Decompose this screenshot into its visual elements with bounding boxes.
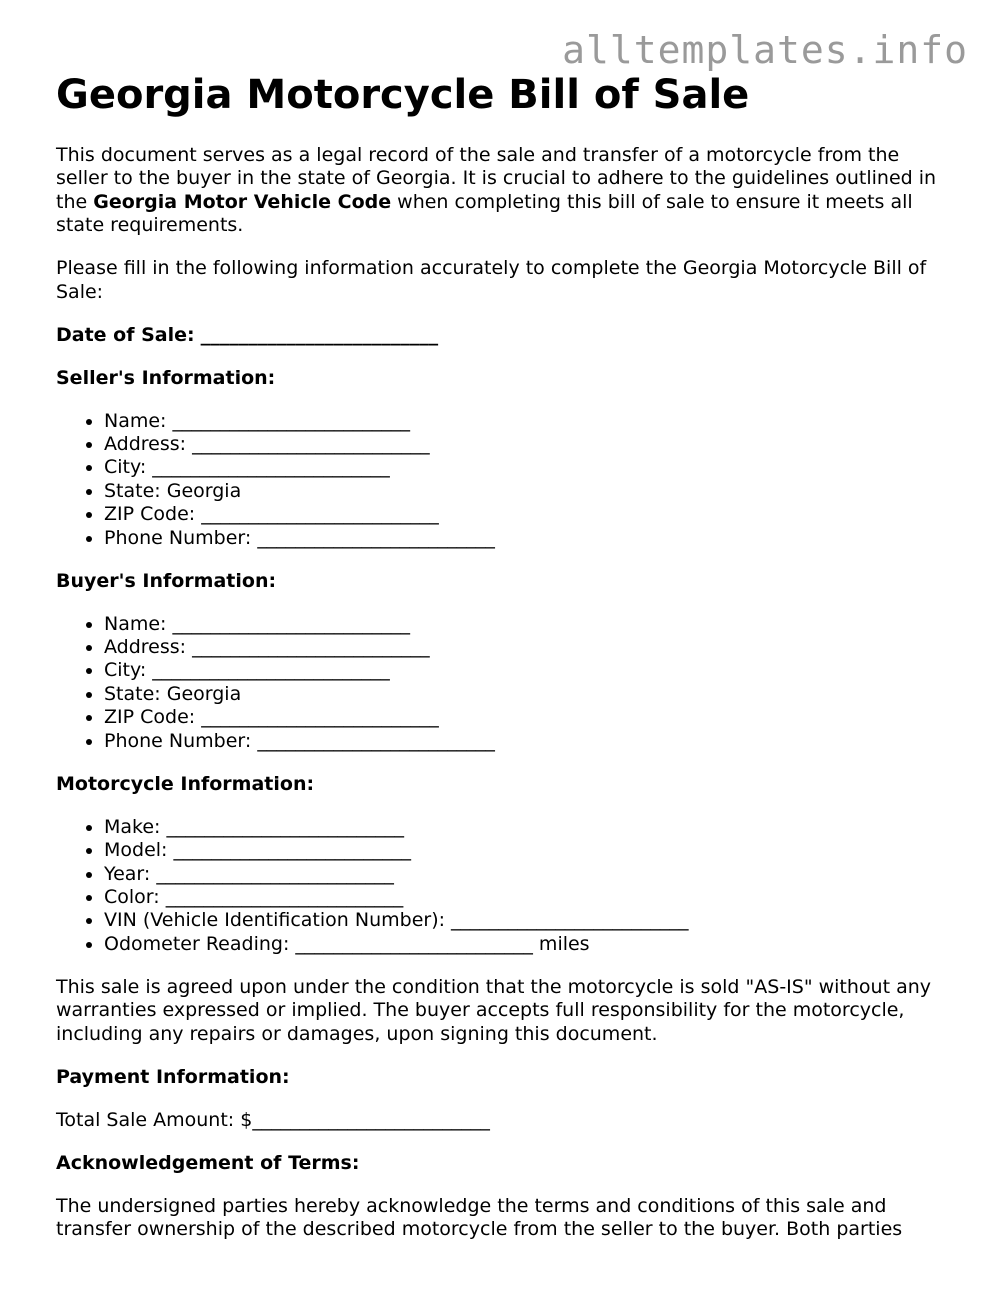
intro-bold-code: Georgia Motor Vehicle Code — [93, 190, 392, 213]
motorcycle-list — [56, 816, 946, 956]
intro-paragraph — [56, 144, 946, 238]
buyer-zip-field: • ZIP Code: _________________________ — [104, 706, 946, 729]
seller-name-field: • Name: _________________________ — [104, 410, 946, 433]
page-title: Georgia Motorcycle Bill of Sale — [56, 72, 750, 118]
seller-address-field: • Address: _________________________ — [104, 433, 946, 456]
date-of-sale-line — [56, 324, 946, 347]
buyer-phone-field: • Phone Number: _________________________ — [104, 730, 946, 753]
seller-phone-field: • Phone Number: _________________________ — [104, 527, 946, 550]
seller-state-field: • State: Georgia — [104, 480, 946, 503]
document-body — [56, 144, 946, 1261]
date-of-sale-label: Date of Sale: — [56, 323, 195, 346]
motorcycle-model-field: • Model: _________________________ — [104, 839, 946, 862]
intro-text-2: when completing this bill of sale to ensure it meets all state requirements. — [56, 190, 913, 237]
total-sale-amount-field: Total Sale Amount: $_________________________ — [56, 1108, 490, 1131]
buyer-list — [56, 613, 946, 753]
motorcycle-year-field: • Year: _________________________ — [104, 863, 946, 886]
acknowledgement-heading: Acknowledgement of Terms: — [56, 1151, 360, 1174]
buyer-state-field: • State: Georgia — [104, 683, 946, 706]
buyer-city-field: • City: _________________________ — [104, 659, 946, 682]
acknowledgement-paragraph: The undersigned parties hereby acknowledge the terms and conditions of this sale and transfer ownership of the described motorcycle from the seller to the buyer. Both parties — [56, 1194, 903, 1240]
motorcycle-color-field: • Color: _________________________ — [104, 886, 946, 909]
seller-heading: Seller's Information: — [56, 366, 276, 389]
payment-heading: Payment Information: — [56, 1065, 290, 1088]
buyer-name-field: • Name: _________________________ — [104, 613, 946, 636]
seller-zip-field: • ZIP Code: _________________________ — [104, 503, 946, 526]
intro-text-1: This document serves as a legal record of the sale and transfer of a motorcycle from the seller to the buyer in the state of Georgia. It is crucial to adhere to the guidelines outlined in the — [56, 144, 937, 213]
buyer-address-field: • Address: _________________________ — [104, 636, 946, 659]
date-of-sale-blank: _________________________ — [200, 323, 439, 346]
watermark: alltemplates.info — [562, 28, 968, 72]
motorcycle-heading: Motorcycle Information: — [56, 772, 315, 795]
motorcycle-make-field: • Make: _________________________ — [104, 816, 946, 839]
seller-list — [56, 410, 946, 550]
as-is-paragraph: This sale is agreed upon under the condition that the motorcycle is sold "AS-IS" without any warranties expressed or implied. The buyer accepts full responsibility for the motorcycle, including any repairs or damages, upon signing this document. — [56, 975, 932, 1045]
motorcycle-vin-field: • VIN (Vehicle Identification Number): _________________________ — [104, 909, 946, 932]
motorcycle-odometer-field: • Odometer Reading: _________________________ miles — [104, 933, 946, 956]
seller-city-field: • City: _________________________ — [104, 456, 946, 479]
instruction-paragraph: Please fill in the following information accurately to complete the Georgia Motorcycle Bill of Sale: — [56, 257, 927, 303]
buyer-heading: Buyer's Information: — [56, 569, 277, 592]
